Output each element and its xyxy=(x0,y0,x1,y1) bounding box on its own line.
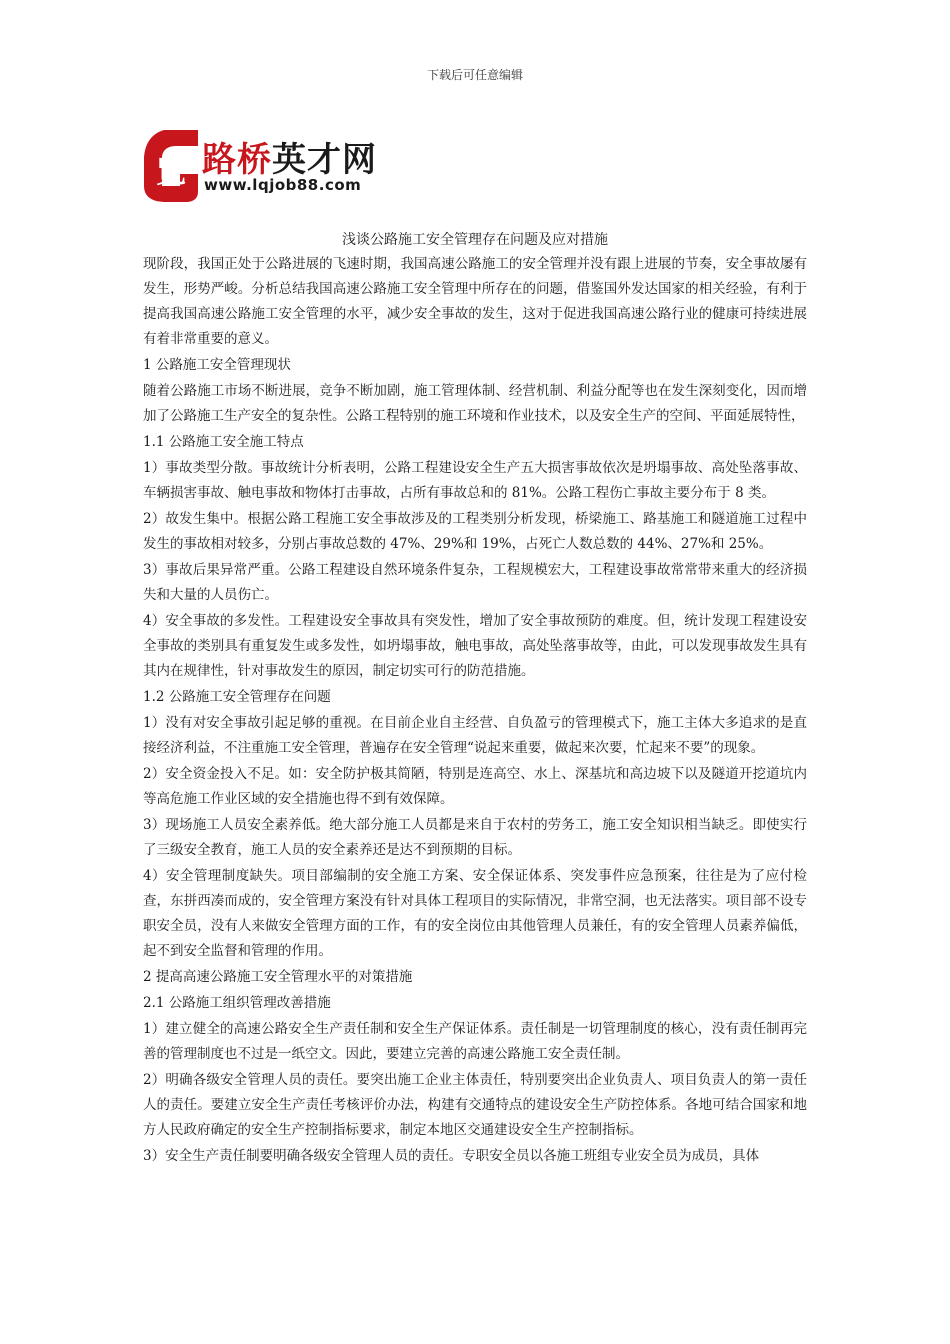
paragraph: 3）事故后果异常严重。公路工程建设自然环境条件复杂，工程规模宏大，工程建设事故常常带来重大的经济损失和大量的人员伤亡。 xyxy=(143,562,807,603)
logo-name-part1: 路桥 xyxy=(202,140,272,180)
logo-title xyxy=(202,132,377,181)
paragraph: 3）现场施工人员安全素养低。绝大部分施工人员都是来自于农村的劳务工，施工安全知识相当缺乏。即使实行了三级安全教育，施工人员的安全素养还是达不到预期的目标。 xyxy=(143,817,807,858)
paragraph: 现阶段，我国正处于公路进展的飞速时期，我国高速公路施工的安全管理并没有跟上进展的节奏，安全事故屡有发生，形势严峻。分析总结我国高速公路施工安全管理中所存在的问题，借鉴国外发达国家的相关经验，有利于提高我国高速公路施工安全管理的水平，减少安全事故的发生，这对于促进我国高速公路行业的健康可持续进展有着非常重要的意义。 xyxy=(143,256,807,347)
paragraph: 1）建立健全的高速公路安全生产责任制和安全生产保证体系。责任制是一切管理制度的核心，没有责任制再完善的管理制度也不过是一纸空文。因此，要建立完善的高速公路施工安全责任制。 xyxy=(143,1021,807,1062)
logo xyxy=(142,126,392,208)
paragraph: 1）没有对安全事故引起足够的重视。在目前企业自主经营、自负盈亏的管理模式下，施工主体大多追求的是直接经济利益，不注重施工安全管理，普遍存在安全管理“说起来重要，做起来次要，忙起来不要”的现象。 xyxy=(143,715,807,756)
paragraph: 2）故发生集中。根据公路工程施工安全事故涉及的工程类别分析发现，桥梁施工、路基施工和隧道施工过程中发生的事故相对较多，分别占事故总数的 47%、29%和 19%，占死亡人数总数的 44%、27%和 25%。 xyxy=(143,511,807,552)
paragraph: 2）安全资金投入不足。如：安全防护极其简陋，特别是连高空、水上、深基坑和高边坡下以及隧道开挖道坑内等高危施工作业区域的安全措施也得不到有效保障。 xyxy=(143,766,807,807)
document-body xyxy=(143,252,807,1169)
section-heading: 2 提高高速公路施工安全管理水平的对策措施 xyxy=(143,969,413,985)
logo-mark-glyph: 览 xyxy=(156,155,186,190)
logo-url: www.lqjob88.com xyxy=(204,176,362,194)
paragraph: 4）安全事故的多发性。工程建设安全事故具有突发性，增加了安全事故预防的难度。但，统计发现工程建设安全事故的类别具有重复发生或多发性，如坍塌事故，触电事故，高处坠落事故等，由此，可以发现事故发生具有其内在规律性，针对事故发生的原因，制定切实可行的防范措施。 xyxy=(143,613,807,679)
paragraph: 随着公路施工市场不断进展，竞争不断加剧，施工管理体制、经营机制、利益分配等也在发生深刻变化，因而增加了公路施工生产安全的复杂性。公路工程特别的施工环境和作业技术，以及安全生产的空间、平面延展特性， xyxy=(143,383,807,424)
paragraph: 2）明确各级安全管理人员的责任。要突出施工企业主体责任，特别要突出企业负责人、项目负责人的第一责任人的责任。要建立安全生产责任考核评价办法，构建有交通特点的建设安全生产防控体系。各地可结合国家和地方人民政府确定的安全生产控制指标要求，制定本地区交通建设安全生产控制指标。 xyxy=(143,1072,807,1138)
paragraph: 4）安全管理制度缺失。项目部编制的安全施工方案、安全保证体系、突发事件应急预案，往往是为了应付检查，东拼西凑而成的，安全管理方案没有针对具体工程项目的实际情况，非常空洞，也无法落实。项目部不设专职安全员，没有人来做安全管理方面的工作，有的安全岗位由其他管理人员兼任，有的安全管理人员素养偏低，起不到安全监督和管理的作用。 xyxy=(143,868,807,959)
logo-mark-icon xyxy=(142,128,200,204)
section-heading: 1 公路施工安全管理现状 xyxy=(143,357,291,373)
header-note: 下载后可任意编辑 xyxy=(426,68,523,82)
paragraph: 1）事故类型分散。事故统计分析表明，公路工程建设安全生产五大损害事故依次是坍塌事故、高处坠落事故、车辆损害事故、触电事故和物体打击事故，占所有事故总和的 81%。公路工程伤亡事故主要分布于 8 类。 xyxy=(143,460,807,501)
subsection-heading: 1.1 公路施工安全施工特点 xyxy=(143,434,304,450)
subsection-heading: 2.1 公路施工组织管理改善措施 xyxy=(143,995,331,1011)
logo-name-part2: 英才网 xyxy=(272,140,377,180)
document-title: 浅谈公路施工安全管理存在问题及应对措施 xyxy=(342,232,608,248)
paragraph: 3）安全生产责任制要明确各级安全管理人员的责任。专职安全员以各施工班组专业安全员为成员，具体 xyxy=(143,1148,760,1164)
subsection-heading: 1.2 公路施工安全管理存在问题 xyxy=(143,689,331,705)
